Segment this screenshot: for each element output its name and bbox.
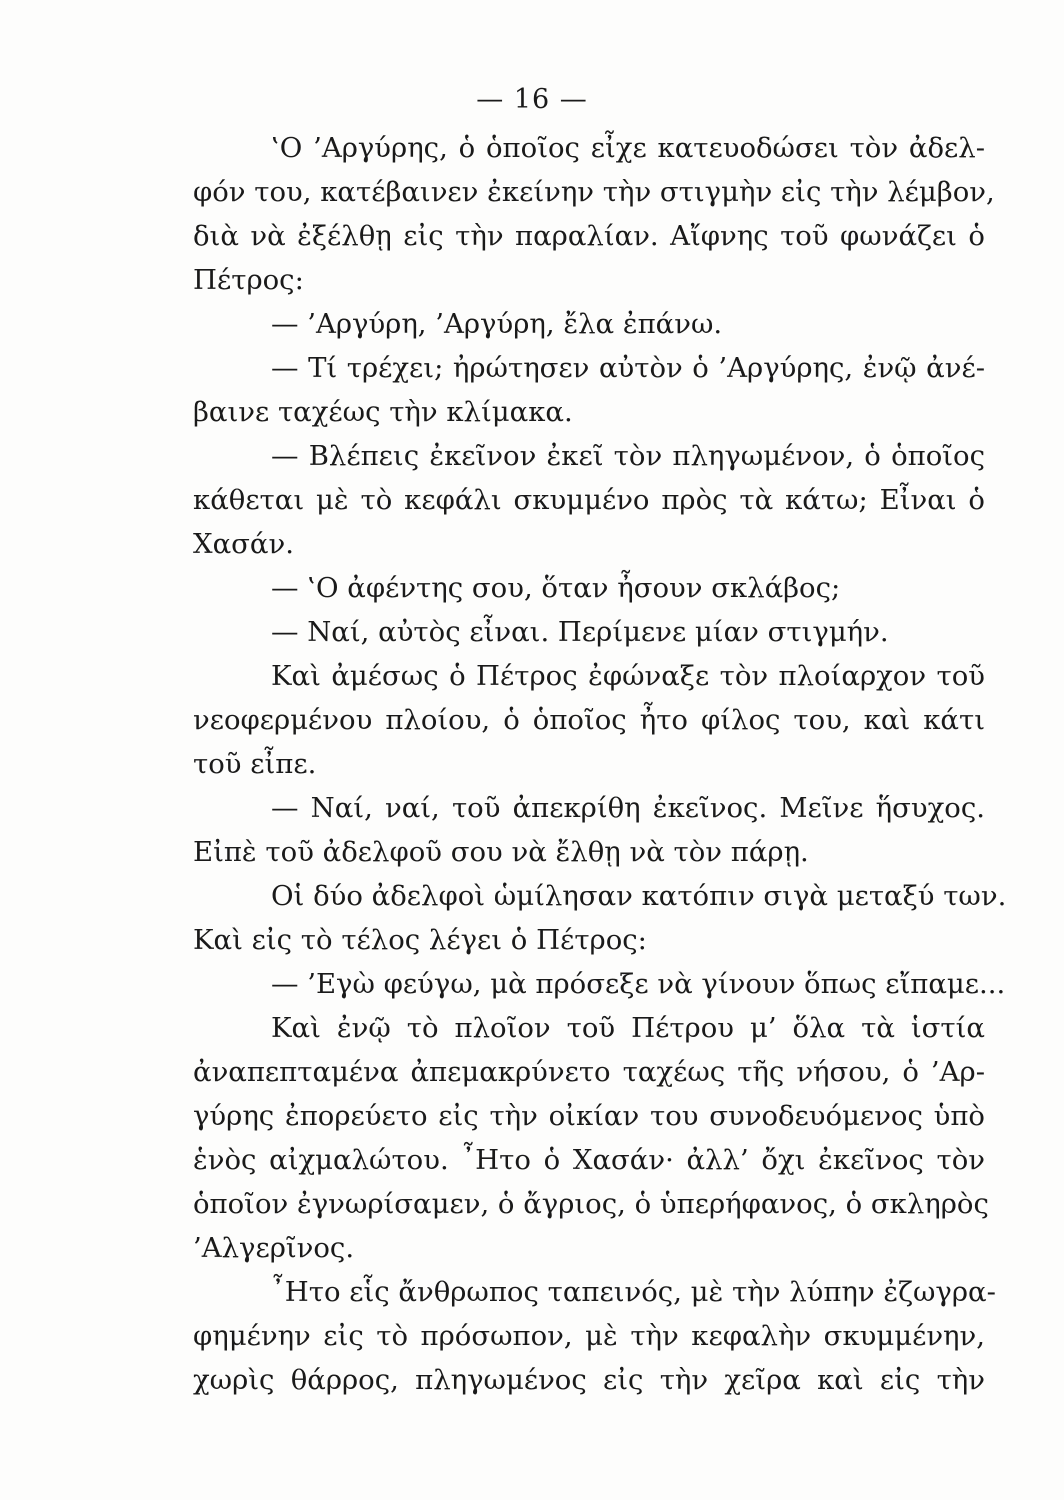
text-line: Εἰπὲ τοῦ ἀδελφοῦ σου νὰ ἔλθῃ νὰ τὸν πάρῃ.: [193, 836, 809, 868]
text-line: — Τί τρέχει; ἠρώτησεν αὐτὸν ὁ ’Αργύρης, ἐνῷ ἀνέ-: [271, 352, 985, 384]
text-line: Καὶ εἰς τὸ τέλος λέγει ὁ Πέτρος:: [193, 924, 647, 956]
text-line: ἀναπεπταμένα ἀπεμακρύνετο ταχέως τῆς νήσου, ὁ ’Αρ-: [193, 1056, 985, 1088]
text-line: φόν του, κατέβαινεν ἐκείνην τὴν στιγμὴν εἰς τὴν λέμβον,: [193, 176, 995, 208]
text-line: — ’Αργύρη, ’Αργύρη, ἔλα ἐπάνω.: [271, 308, 723, 340]
text-line: Καὶ ἐνῷ τὸ πλοῖον τοῦ Πέτρου μ’ ὅλα τὰ ἱστία: [271, 1012, 985, 1044]
text-line: Καὶ ἀμέσως ὁ Πέτρος ἐφώναξε τὸν πλοίαρχον τοῦ: [271, 660, 985, 692]
text-line: χωρὶς θάρρος, πληγωμένος εἰς τὴν χεῖρα καὶ εἰς τὴν: [193, 1364, 985, 1396]
text-line: γύρης ἐπορεύετο εἰς τὴν οἰκίαν του συνοδευόμενος ὑπὸ: [193, 1100, 985, 1132]
text-line: ῏Ητο εἷς ἄνθρωπος ταπεινός, μὲ τὴν λύπην ἐζωγρα-: [271, 1276, 996, 1308]
text-line: — Ναί, αὐτὸς εἶναι. Περίμενε μίαν στιγμήν.: [271, 616, 889, 648]
text-line: ‛Ο ’Αργύρης, ὁ ὁποῖος εἶχε κατευοδώσει τὸν ἀδελ-: [271, 132, 985, 164]
text-line: ὁποῖον ἐγνωρίσαμεν, ὁ ἄγριος, ὁ ὑπερήφανος, ὁ σκληρὸς: [193, 1188, 989, 1220]
text-line: τοῦ εἶπε.: [193, 748, 317, 780]
text-line: φημένην εἰς τὸ πρόσωπον, μὲ τὴν κεφαλὴν σκυμμένην,: [193, 1320, 985, 1352]
text-line: — ‛Ο ἀφέντης σου, ὅταν ἦσουν σκλάβος;: [271, 572, 841, 604]
text-line: ἑνὸς αἰχμαλώτου. ῏Ητο ὁ Χασάν· ἀλλ’ ὄχι ἐκεῖνος τὸν: [193, 1144, 985, 1176]
page-number: — 16 —: [476, 84, 588, 115]
text-line: ’Αλγερῖνος.: [193, 1232, 355, 1264]
text-line: νεοφερμένου πλοίου, ὁ ὁποῖος ἦτο φίλος του, καὶ κάτι: [193, 704, 985, 736]
text-line: Οἱ δύο ἀδελφοὶ ὡμίλησαν κατόπιν σιγὰ μεταξύ των.: [271, 880, 1007, 912]
text-line: — Ναί, ναί, τοῦ ἀπεκρίθη ἐκεῖνος. Μεῖνε ἥσυχος.: [271, 792, 985, 824]
body-text: [193, 126, 1007, 1402]
text-line: Πέτρος:: [193, 264, 304, 296]
text-line: διὰ νὰ ἐξέλθῃ εἰς τὴν παραλίαν. Αἴφνης τοῦ φωνάζει ὁ: [193, 220, 985, 252]
text-line: Χασάν.: [193, 528, 294, 560]
text-line: — Βλέπεις ἐκεῖνον ἐκεῖ τὸν πληγωμένον, ὁ ὁποῖος: [271, 440, 985, 472]
text-line: βαινε ταχέως τὴν κλίμακα.: [193, 396, 573, 428]
text-line: — ’Εγὼ φεύγω, μὰ πρόσεξε νὰ γίνουν ὅπως εἴπαμε...: [271, 968, 1006, 1000]
text-line: κάθεται μὲ τὸ κεφάλι σκυμμένο πρὸς τὰ κάτω; Εἶναι ὁ: [193, 484, 985, 516]
